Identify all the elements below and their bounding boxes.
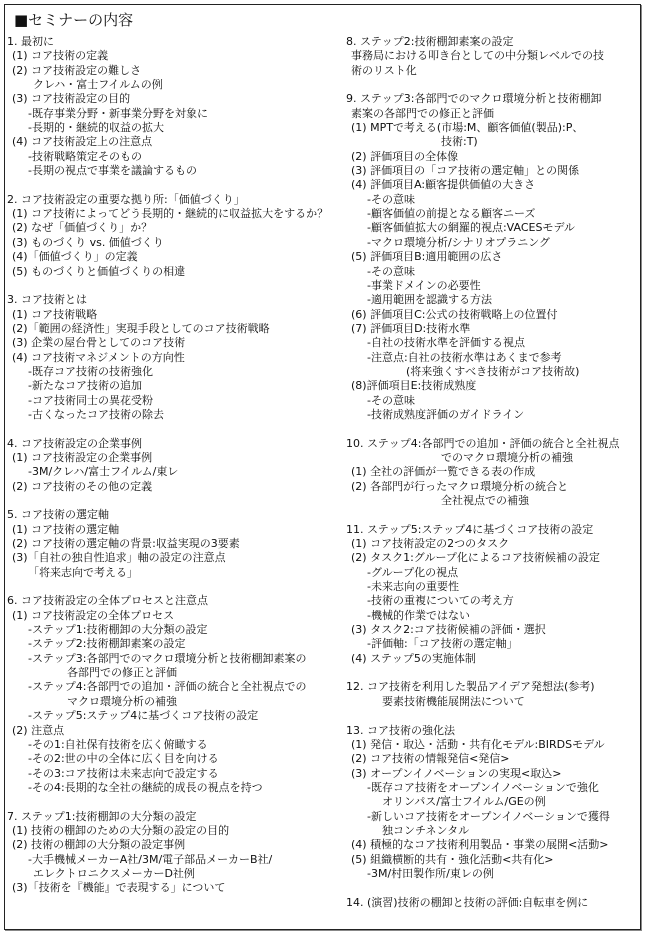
outline-item: -3M/クレハ/富士フイルム/東レ [28, 465, 179, 479]
outline-item: (2) 注意点 [12, 723, 65, 737]
outline-item: (2) コア技術設定の難しさ [12, 63, 142, 77]
outline-item: -その2:世の中の全体に広く目を向ける [28, 752, 219, 766]
outline-item: (2) タスク1:グループ化によるコア技術候補の設定 [351, 551, 600, 565]
spacer [7, 422, 327, 436]
outline-item: -未来志向の重要性 [367, 580, 459, 594]
outline-item: (1) コア技術によってどう長期的・継続的に収益拡大をするか？ [12, 207, 329, 221]
outline-item: (1) 全社の評価が一覧できる表の作成 [351, 465, 536, 479]
outline-item: -ステップ5:ステップ4に基づくコア技術の設定 [28, 709, 259, 723]
spacer [346, 78, 636, 92]
outline-item: -ステップ2:技術棚卸素案の設定 [28, 637, 186, 651]
outline-item: 要素技術機能展開法について [382, 694, 525, 708]
outline-item: (2) コア技術の選定軸の背景:収益実現の3要素 [12, 537, 240, 551]
outline-item: -その4:長期的な全社の継続的成長の視点を持つ [28, 780, 263, 794]
outline-item: -既存コア技術の技術強化 [28, 364, 153, 378]
outline-item: (3) 企業の屋台骨としてのコア技術 [12, 336, 186, 350]
outline-item: -既存事業分野・新事業分野を対象に [28, 106, 208, 120]
outline-item: 事務局における叩き台としての中分類レベルでの技 [351, 49, 604, 63]
outline-item: (2) コア技術のその他の定義 [12, 479, 153, 493]
outline-item: -新たなコア技術の追加 [28, 379, 142, 393]
outline-item: -その意味 [367, 192, 415, 206]
outline-item: エレクトロニクスメーカーD社例 [33, 866, 195, 880]
section-heading: 12. コア技術を利用した製品アイデア発想法(参考) [346, 680, 595, 694]
outline-item: -新しいコア技術をオープンイノベーションで獲得 [367, 809, 610, 823]
outline-item: (5) 組織横断的共有・強化活動<共有化> [351, 852, 554, 866]
outline-item: (3) タスク2:コア技術候補の評価・選択 [351, 623, 546, 637]
outline-item: (3)「技術を『機能』で表現する」について [12, 881, 226, 895]
outline-item: -マクロ環境分析/シナリオプラニング [367, 235, 551, 249]
outline-item: -技術の重複についての考え方 [367, 594, 514, 608]
right-column [346, 35, 636, 910]
outline-item: 素案の各部門での修正と評価 [351, 106, 494, 120]
outline-item: -グループ化の視点 [367, 565, 459, 579]
outline-item: -その意味 [367, 264, 415, 278]
section-heading: 11. ステップ5:ステップ4に基づくコア技術の設定 [346, 522, 594, 536]
outline-item: -技術成熟度評価のガイドライン [367, 407, 525, 421]
outline-item: -適用範囲を認識する方法 [367, 293, 492, 307]
section-heading: 5. コア技術の選定軸 [7, 508, 109, 522]
section-heading: 10. ステップ4:各部門での追加・評価の統合と全社視点 [346, 436, 620, 450]
section-heading: 13. コア技術の強化法 [346, 723, 455, 737]
spacer [7, 580, 327, 594]
outline-item: (1) 技術の棚卸のための大分類の設定の目的 [12, 823, 230, 837]
outline-item: 「将来志向で考える」 [28, 565, 138, 579]
outline-item: 全社視点での補強 [441, 494, 529, 507]
section-heading: 6. コア技術設定の全体プロセスと注意点 [7, 594, 208, 608]
section-heading: 3. コア技術とは [7, 293, 87, 307]
outline-item: -ステップ3:各部門でのマクロ環境分析と技術棚卸素案の [28, 651, 307, 665]
spacer [346, 508, 636, 522]
page-title: ■セミナーの内容 [14, 11, 134, 29]
outline-item: -事業ドメインの必要性 [367, 278, 481, 292]
outline-item: 各部門での修正と評価 [67, 666, 177, 680]
outline-item: (3) ものづくり vs. 価値づくり [12, 235, 164, 249]
spacer [7, 279, 327, 293]
outline-item: (2) 各部門が行ったマクロ環境分析の統合と [351, 479, 569, 493]
spacer [7, 178, 327, 192]
outline-item: (4) コア技術設定上の注意点 [12, 135, 153, 149]
outline-item: (4) 積極的なコア技術利用製品・事業の展開<活動> [351, 838, 609, 852]
outline-item: (2) なぜ「価値づくり」か？ [12, 221, 153, 235]
outline-item: -顧客価値の前提となる顧客ニーズ [367, 207, 536, 221]
outline-item: (1) MPTで考える(市場:M、顧客価値(製品):P、 [351, 121, 584, 135]
section-heading: 2. コア技術設定の重要な拠り所:「価値づくり」 [7, 192, 245, 206]
outline-item: オリンパス/富士フイルム/GEの例 [382, 795, 546, 809]
outline-item: (4) ステップ5の実施体制 [351, 651, 476, 665]
outline-item: 独コンチネンタル [382, 823, 470, 837]
outline-item: (1) コア技術の選定軸 [12, 522, 120, 536]
outline-item: (1) コア技術の定義 [12, 49, 109, 63]
outline-item: -長期的・継続的収益の拡大 [28, 121, 164, 135]
outline-item: -ステップ1:技術棚卸の大分類の設定 [28, 623, 208, 637]
outline-item: -技術戦略策定そのもの [28, 149, 142, 163]
outline-item: (1) コア技術設定の2つのタスク [351, 537, 510, 551]
outline-item: (5) 評価項目B:適用範囲の広さ [351, 250, 503, 264]
outline-item: (2) コア技術の情報発信<発信> [351, 752, 510, 766]
spacer [346, 881, 636, 895]
left-column [7, 35, 327, 896]
outline-item: -自社の技術水準を評価する視点 [367, 336, 525, 350]
outline-item: (3) コア技術設定の目的 [12, 92, 131, 106]
section-heading: 9. ステップ3:各部門でのマクロ環境分析と技術棚卸 [346, 92, 602, 106]
section-heading: 8. ステップ2:技術棚卸素案の設定 [346, 35, 514, 48]
section-heading: 1. 最初に [7, 35, 54, 48]
outline-item: (5) ものづくりと価値づくりの相違 [12, 264, 186, 278]
outline-item: -古くなったコア技術の除去 [28, 407, 164, 421]
outline-item: マクロ環境分析の補強 [67, 694, 177, 708]
outline-item: クレハ・富士フイルムの例 [33, 78, 163, 92]
outline-item: (1) コア技術設定の全体プロセス [12, 608, 175, 622]
outline-item: (3)「自社の独自性追求」軸の設定の注意点 [12, 551, 226, 565]
outline-item: (8)評価項目E:技術成熟度 [351, 379, 477, 393]
outline-item: -その3:コア技術は未来志向で設定する [28, 766, 219, 780]
outline-item: (4) コア技術マネジメントの方向性 [12, 350, 185, 364]
outline-item: -その1:自社保有技術を広く俯瞰する [28, 737, 208, 751]
outline-item: -既存コア技術をオープンイノベーションで強化 [367, 780, 599, 794]
outline-item: -注意点:自社の技術水準はあくまで参考 [367, 350, 562, 364]
section-heading: 7. ステップ1:技術棚卸の大分類の設定 [7, 809, 197, 823]
outline-item: -顧客価値拡大の網羅的視点:VACESモデル [367, 221, 575, 235]
outline-item: -その意味 [367, 393, 415, 407]
outline-item: (1) コア技術戦略 [12, 307, 98, 321]
outline-item: -長期の視点で事業を議論するもの [28, 164, 197, 178]
outline-item: (1) 発信・取込・活動・共有化モデル:BIRDSモデル [351, 737, 605, 751]
section-heading: 4. コア技術設定の企業事例 [7, 436, 142, 450]
section-heading: 14. (演習)技術の棚卸と技術の評価:自転車を例に [346, 895, 589, 909]
outline-item: -ステップ4:各部門での追加・評価の統合と全社視点での [28, 680, 307, 694]
outline-item: (7) 評価項目D:技術水準 [351, 321, 471, 335]
outline-item: (3) オープンイノベーションの実現<取込> [351, 766, 562, 780]
outline-item: -コア技術同士の異花受粉 [28, 393, 153, 407]
outline-item: (3) 評価項目の「コア技術の選定軸」との関係 [351, 164, 580, 178]
outline-item: -大手機械メーカーA社/3M/電子部品メーカーB社/ [28, 852, 273, 866]
outline-item: (4) 評価項目A:顧客提供価値の大きさ [351, 178, 536, 192]
outline-item: -機械的作業ではない [367, 608, 470, 622]
outline-item: (6) 評価項目C:公式の技術戦略上の位置付 [351, 307, 558, 321]
outline-item: -3M/村田製作所/東レの例 [367, 866, 494, 880]
outline-item: 技術:T) [441, 135, 478, 149]
outline-item: (2) 評価項目の全体像 [351, 149, 459, 163]
spacer [7, 795, 327, 809]
outline-item: (将来強くすべき技術がコア技術故) [406, 364, 580, 378]
outline-item: (2)「範囲の経済性」実現手段としてのコア技術戦略 [12, 321, 270, 335]
spacer [7, 494, 327, 508]
spacer [346, 709, 636, 723]
outline-item: (4)「価値づくり」の定義 [12, 250, 138, 264]
outline-item: (1) コア技術設定の企業事例 [12, 450, 153, 464]
outline-item: 術のリスト化 [351, 63, 417, 77]
spacer [346, 422, 636, 436]
spacer [346, 666, 636, 680]
outline-item: (2) 技術の棚卸の大分類の設定事例 [12, 838, 186, 852]
outline-item: -評価軸:「コア技術の選定軸」 [367, 637, 518, 651]
outline-item: でのマクロ環境分析の補強 [441, 450, 573, 464]
